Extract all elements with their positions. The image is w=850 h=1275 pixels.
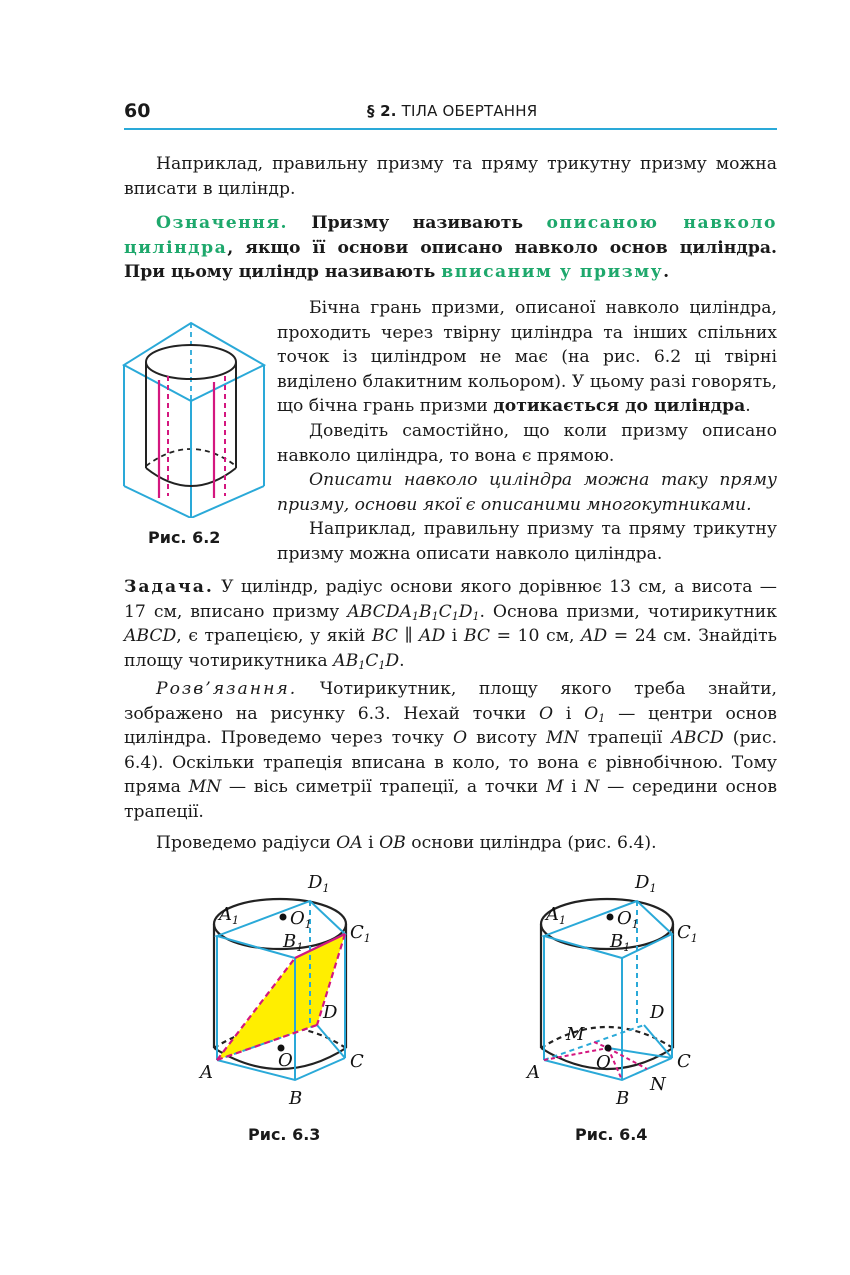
problem-text-6: = 24 см. Знайдіть площу чотирикутника: [124, 626, 778, 671]
label-d1: $D_1$: [635, 872, 657, 895]
point-o: O: [538, 703, 554, 724]
center-o1: [607, 914, 614, 921]
edge-cd: [644, 1025, 672, 1058]
section-name: ТІЛА ОБЕРТАННЯ: [401, 102, 538, 120]
prism-name: ABCDA: [347, 601, 412, 622]
definition-paragraph: [124, 211, 777, 285]
segment-mn: MN: [546, 728, 579, 749]
problem-text-2: . Основа призми, чотирикутник: [479, 601, 777, 622]
solution-text-3: — центри основ циліндра. Проведемо через точку: [124, 703, 777, 749]
side-p3: Описати навколо циліндра можна таку пряму призму, основи якої є описаними многокутниками.: [277, 470, 777, 515]
label-o: O: [596, 1052, 611, 1073]
label-a1: $A_1$: [219, 904, 239, 927]
radius-ob: OB: [379, 832, 406, 853]
label-a1: $A_1$: [546, 904, 566, 927]
solution-text-4: висоту: [476, 728, 537, 749]
solution-text-9: — середини основ трапеції.: [124, 777, 777, 822]
final-text-2: і: [368, 832, 374, 853]
bc-label: BC: [463, 626, 490, 647]
definition-label: Означення.: [156, 213, 289, 233]
problem-paragraph: Задача. У циліндр, радіус основи якого дорівнює 13 см, а висота — 17 см, вписано призму $ABCDA_1B_1C_1D_1$. Основа призми, чотирикутник ABCD, є трапецією, у якій BC ∥ AD і BC = 10 см, AD = 24 см. Знайдіть площу чотирикутника $AB_1C_1D$.: [124, 577, 778, 672]
side-p2: Доведіть самостійно, що коли призму описано навколо циліндра, то вона є прямою.: [277, 420, 777, 466]
solution-label: Розв’язання.: [156, 679, 298, 699]
page-number: 60: [124, 100, 151, 122]
side-text: [277, 296, 777, 567]
fig64-caption: Рис. 6.4: [575, 1125, 648, 1144]
problem-text-1: У циліндр, радіус основи якого дорівнює 13 см, а висота — 17 см, вписано призму: [124, 577, 777, 622]
solution-text-5: трапеції: [587, 728, 663, 749]
problem-label: Задача.: [124, 577, 214, 597]
label-o1: $O_1$: [290, 908, 312, 931]
section-title: [367, 102, 537, 120]
fig63-caption: Рис. 6.3: [248, 1125, 321, 1144]
solution-text-8: і: [571, 777, 577, 798]
label-n: N: [650, 1074, 666, 1095]
point-o: O: [452, 728, 468, 749]
label-o: O: [278, 1050, 293, 1071]
solution-text-1: Чотирикутник, площу якого треба знайти, зображено на рисунку 6.3. Нехай точки: [124, 679, 777, 724]
definition-part2: , якщо її основи описано навколо основ циліндра. При цьому циліндр називають: [124, 237, 777, 283]
ad-label: AD: [581, 626, 608, 647]
definition-part3: .: [663, 262, 670, 283]
prism-bottom-edges: [124, 486, 264, 518]
definition-part1: Призму називають: [311, 213, 524, 233]
definition-term2: вписаним у призму: [441, 262, 664, 283]
point-n: N: [584, 777, 600, 798]
side-p1: Бічна грань призми, описаної навколо циліндра, проходить через твірну циліндра та інших спільних точок із циліндром не має (на рис. 6.2 ці твірні виділено блакитним кольором). У цьому разі говорять, що бічна грань призми: [277, 298, 777, 417]
label-b1: $B_1$: [610, 931, 631, 954]
label-b1: $B_1$: [283, 931, 304, 954]
point-o1: O: [584, 703, 599, 724]
parallel-condition: BC ∥ AD: [371, 626, 446, 647]
label-a: A: [527, 1062, 540, 1083]
radius-oa: OA: [336, 832, 363, 853]
trapezoid-name: ABCD: [124, 626, 177, 647]
problem-text-7: .: [399, 650, 405, 671]
problem-text-5: = 10 см,: [496, 626, 575, 647]
problem-text-3: , є трапецією, у якій: [176, 626, 366, 647]
label-d: D: [650, 1002, 665, 1023]
edge-cd: [317, 1025, 345, 1058]
label-a: A: [200, 1062, 213, 1083]
final-text-3: основи циліндра (рис. 6.4).: [411, 832, 657, 853]
side-p1-bold: дотикається до циліндра: [493, 396, 746, 417]
center-o: [605, 1045, 612, 1052]
label-o1: $O_1$: [617, 908, 639, 931]
label-b: B: [289, 1088, 303, 1109]
point-m: M: [545, 777, 564, 798]
label-d: D: [323, 1002, 338, 1023]
label-c: C: [350, 1051, 364, 1072]
fig62-caption: Рис. 6.2: [148, 528, 221, 547]
quad-name: AB: [333, 650, 359, 671]
label-c1: $C_1$: [350, 922, 371, 945]
solution-text-7: — вісь симетрії трапеції, а точки: [228, 777, 539, 798]
figure-6-2: [118, 318, 278, 518]
label-c1: $C_1$: [677, 922, 698, 945]
solution-text-6: (рис. 6.4). Оскільки трапеція вписана в коло, то вона є рівнобічною. Тому пряма: [124, 728, 778, 798]
label-c: C: [677, 1051, 691, 1072]
definition-term1: описаною навколо циліндра: [124, 213, 777, 258]
center-o1: [280, 914, 287, 921]
figure-6-3: [195, 868, 395, 1113]
label-m: M: [566, 1024, 585, 1045]
side-p1-end: .: [745, 396, 751, 417]
solution-paragraph: Розв’язання. Чотирикутник, площу якого треба знайти, зображено на рисунку 6.3. Нехай точки O і $O_1$ — центри основ циліндра. Проведемо через точку O висоту MN трапеції ABCD (рис. 6.4). Оскільки трапеція вписана в коло, то вона є рівнобічною. Тому пряма MN — вісь симетрії трапеції, а точки M і N — середини основ трапеції. Проведемо радіуси OA і OB основи циліндра (рис. 6.4).: [124, 679, 778, 853]
label-d1: $D_1$: [308, 872, 330, 895]
intro-text: Наприклад, правильну призму та пряму трикутну призму можна вписати в циліндр.: [124, 154, 777, 199]
side-p4: Наприклад, правильну призму та пряму трикутну призму можна описати навколо циліндра.: [277, 519, 777, 564]
section-mark: § 2.: [367, 102, 397, 120]
trapezoid-name: ABCD: [671, 728, 724, 749]
final-text-1: Проведемо радіуси: [156, 832, 331, 853]
intro-paragraph: [124, 152, 777, 201]
header-rule: [124, 128, 777, 130]
segment-mn: MN: [188, 777, 222, 798]
figure-6-4: [522, 868, 722, 1113]
label-b: B: [616, 1088, 630, 1109]
solution-text-2: і: [565, 703, 572, 724]
problem-text-4: і: [451, 626, 458, 647]
